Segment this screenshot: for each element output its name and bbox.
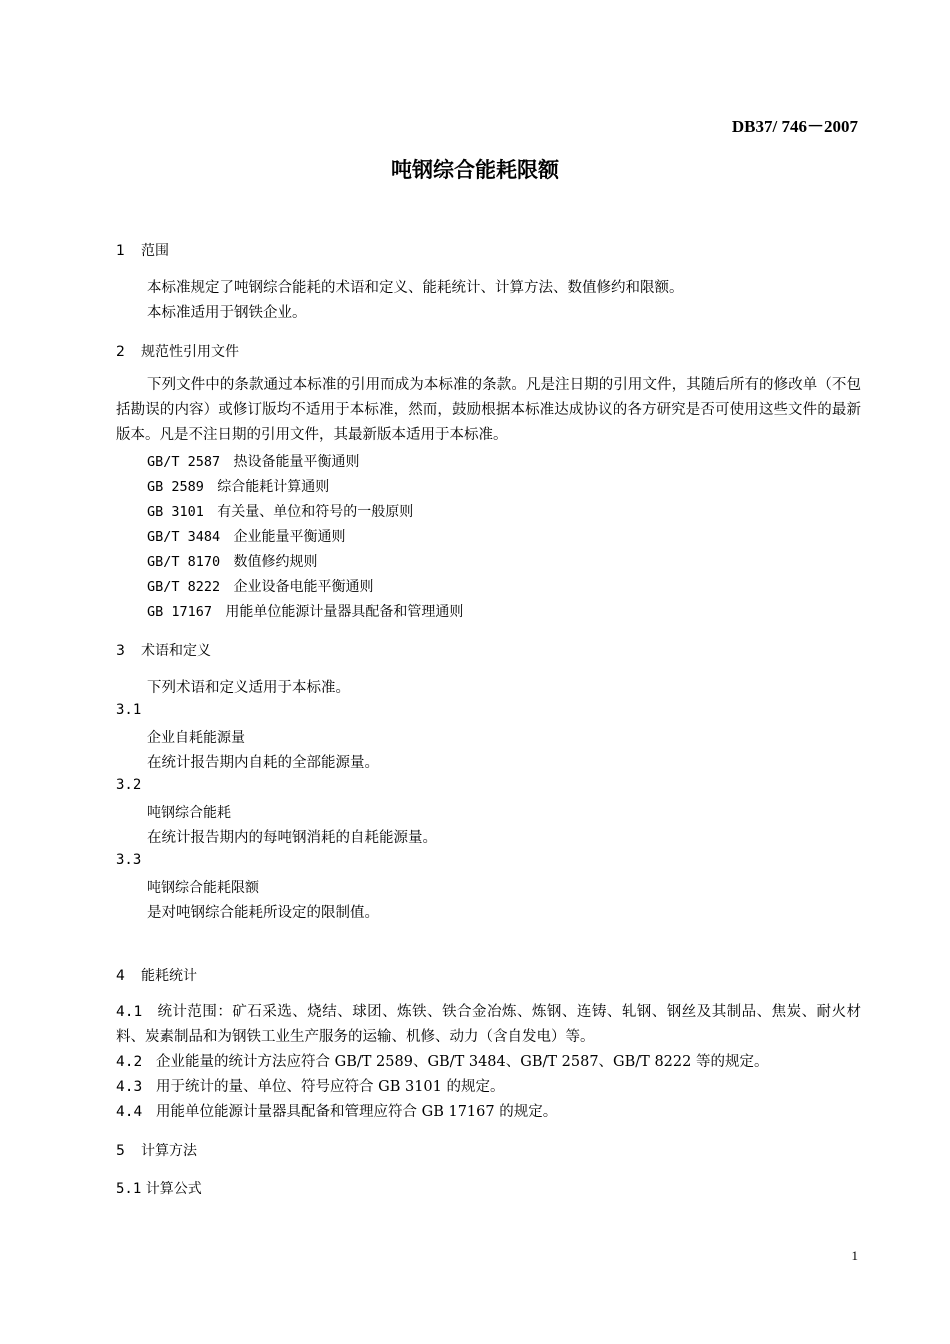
reference-title: 热设备能量平衡通则 [233, 454, 360, 470]
subsection-5-1-heading [116, 1178, 202, 1198]
section-2-heading [116, 341, 239, 361]
reference-title: 企业能量平衡通则 [233, 529, 346, 545]
reference-item [147, 601, 463, 621]
section-3-heading [116, 640, 211, 660]
section-1-paragraph: 本标准适用于钢铁企业。 [147, 305, 307, 321]
clause-4-1 [116, 1000, 861, 1050]
section-number: 1 [116, 243, 125, 259]
section-title: 范围 [141, 243, 169, 259]
reference-title: 企业设备电能平衡通则 [233, 579, 374, 595]
clause-label: 统计范围： [157, 1004, 233, 1020]
term-number: 3.2 [116, 777, 142, 793]
term-name: 企业自耗能源量 [147, 730, 245, 746]
section-title: 规范性引用文件 [141, 344, 239, 360]
section-4-heading [116, 965, 197, 985]
document-title: 吨钢综合能耗限额 [391, 158, 559, 182]
document-code: DB37/ 746－2007 [731, 117, 858, 136]
section-2-paragraph: 下列文件中的条款通过本标准的引用而成为本标准的条款。凡是注日期的引用文件，其随后所有的修改单（不包括勘误的内容）或修订版均不适用于本标准，然而，鼓励根据本标准达成协议的各方研究是否可使用这些文件的最新版本。凡是不注日期的引用文件，其最新版本适用于本标准。 [116, 377, 861, 443]
reference-item [147, 526, 346, 546]
clause-number: 4.4 [116, 1104, 143, 1120]
term-definition: 在统计报告期内自耗的全部能源量。 [147, 755, 379, 771]
term-definition: 在统计报告期内的每吨钢消耗的自耗能源量。 [147, 830, 437, 846]
reference-item [147, 551, 318, 571]
section-title: 能耗统计 [141, 968, 197, 984]
section-number: 3 [116, 643, 125, 659]
term-name: 吨钢综合能耗 [147, 805, 231, 821]
term-number: 3.1 [116, 702, 142, 718]
term-definition: 是对吨钢综合能耗所设定的限制值。 [147, 905, 379, 921]
section-number: 2 [116, 344, 125, 360]
clause-4-4 [116, 1100, 557, 1121]
section-title: 计算方法 [141, 1143, 197, 1159]
term-number: 3.3 [116, 852, 142, 868]
clause-text: 用于统计的量、单位、符号应符合 GB 3101 的规定。 [156, 1079, 505, 1095]
reference-code: GB/T 2587 [147, 454, 221, 470]
clause-text: 用能单位能源计量器具配备和管理应符合 GB 17167 的规定。 [156, 1104, 558, 1120]
reference-item [147, 451, 360, 471]
page-number: 1 [851, 1248, 858, 1263]
clause-number: 4.2 [116, 1054, 143, 1070]
reference-code: GB 17167 [147, 604, 213, 620]
reference-title: 有关量、单位和符号的一般原则 [217, 504, 414, 520]
reference-title: 用能单位能源计量器具配备和管理通则 [225, 604, 464, 620]
subsection-title: 计算公式 [145, 1181, 202, 1197]
subsection-number: 5.1 [116, 1181, 142, 1197]
section-title: 术语和定义 [141, 643, 211, 659]
clause-number: 4.3 [116, 1079, 143, 1095]
clause-4-2 [116, 1050, 768, 1071]
section-1-heading [116, 240, 169, 260]
reference-code: GB 3101 [147, 504, 204, 520]
section-number: 5 [116, 1143, 125, 1159]
reference-title: 综合能耗计算通则 [217, 479, 330, 495]
reference-title: 数值修约规则 [233, 554, 318, 570]
clause-number: 4.1 [116, 1004, 143, 1020]
reference-item [147, 501, 413, 521]
section-number: 4 [116, 968, 125, 984]
reference-item [147, 576, 374, 596]
reference-code: GB/T 3484 [147, 529, 221, 545]
clause-4-3 [116, 1075, 505, 1096]
reference-code: GB/T 8222 [147, 579, 221, 595]
reference-code: GB 2589 [147, 479, 204, 495]
clause-text: 企业能量的统计方法应符合 GB/T 2589、GB/T 3484、GB/T 2587、GB/T 8222 等的规定。 [156, 1054, 769, 1070]
term-name: 吨钢综合能耗限额 [147, 880, 259, 896]
section-3-intro: 下列术语和定义适用于本标准。 [147, 680, 350, 696]
clause-text: 矿石采选、烧结、球团、炼铁、铁合金冶炼、炼钢、连铸、轧钢、钢丝及其制品、焦炭、耐火材料、炭素制品和为钢铁工业生产服务的运输、机修、动力（含自发电）等。 [116, 1004, 862, 1045]
section-1-paragraph: 本标准规定了吨钢综合能耗的术语和定义、能耗统计、计算方法、数值修约和限额。 [147, 280, 684, 296]
reference-code: GB/T 8170 [147, 554, 221, 570]
reference-item [147, 476, 329, 496]
section-5-heading [116, 1140, 197, 1160]
